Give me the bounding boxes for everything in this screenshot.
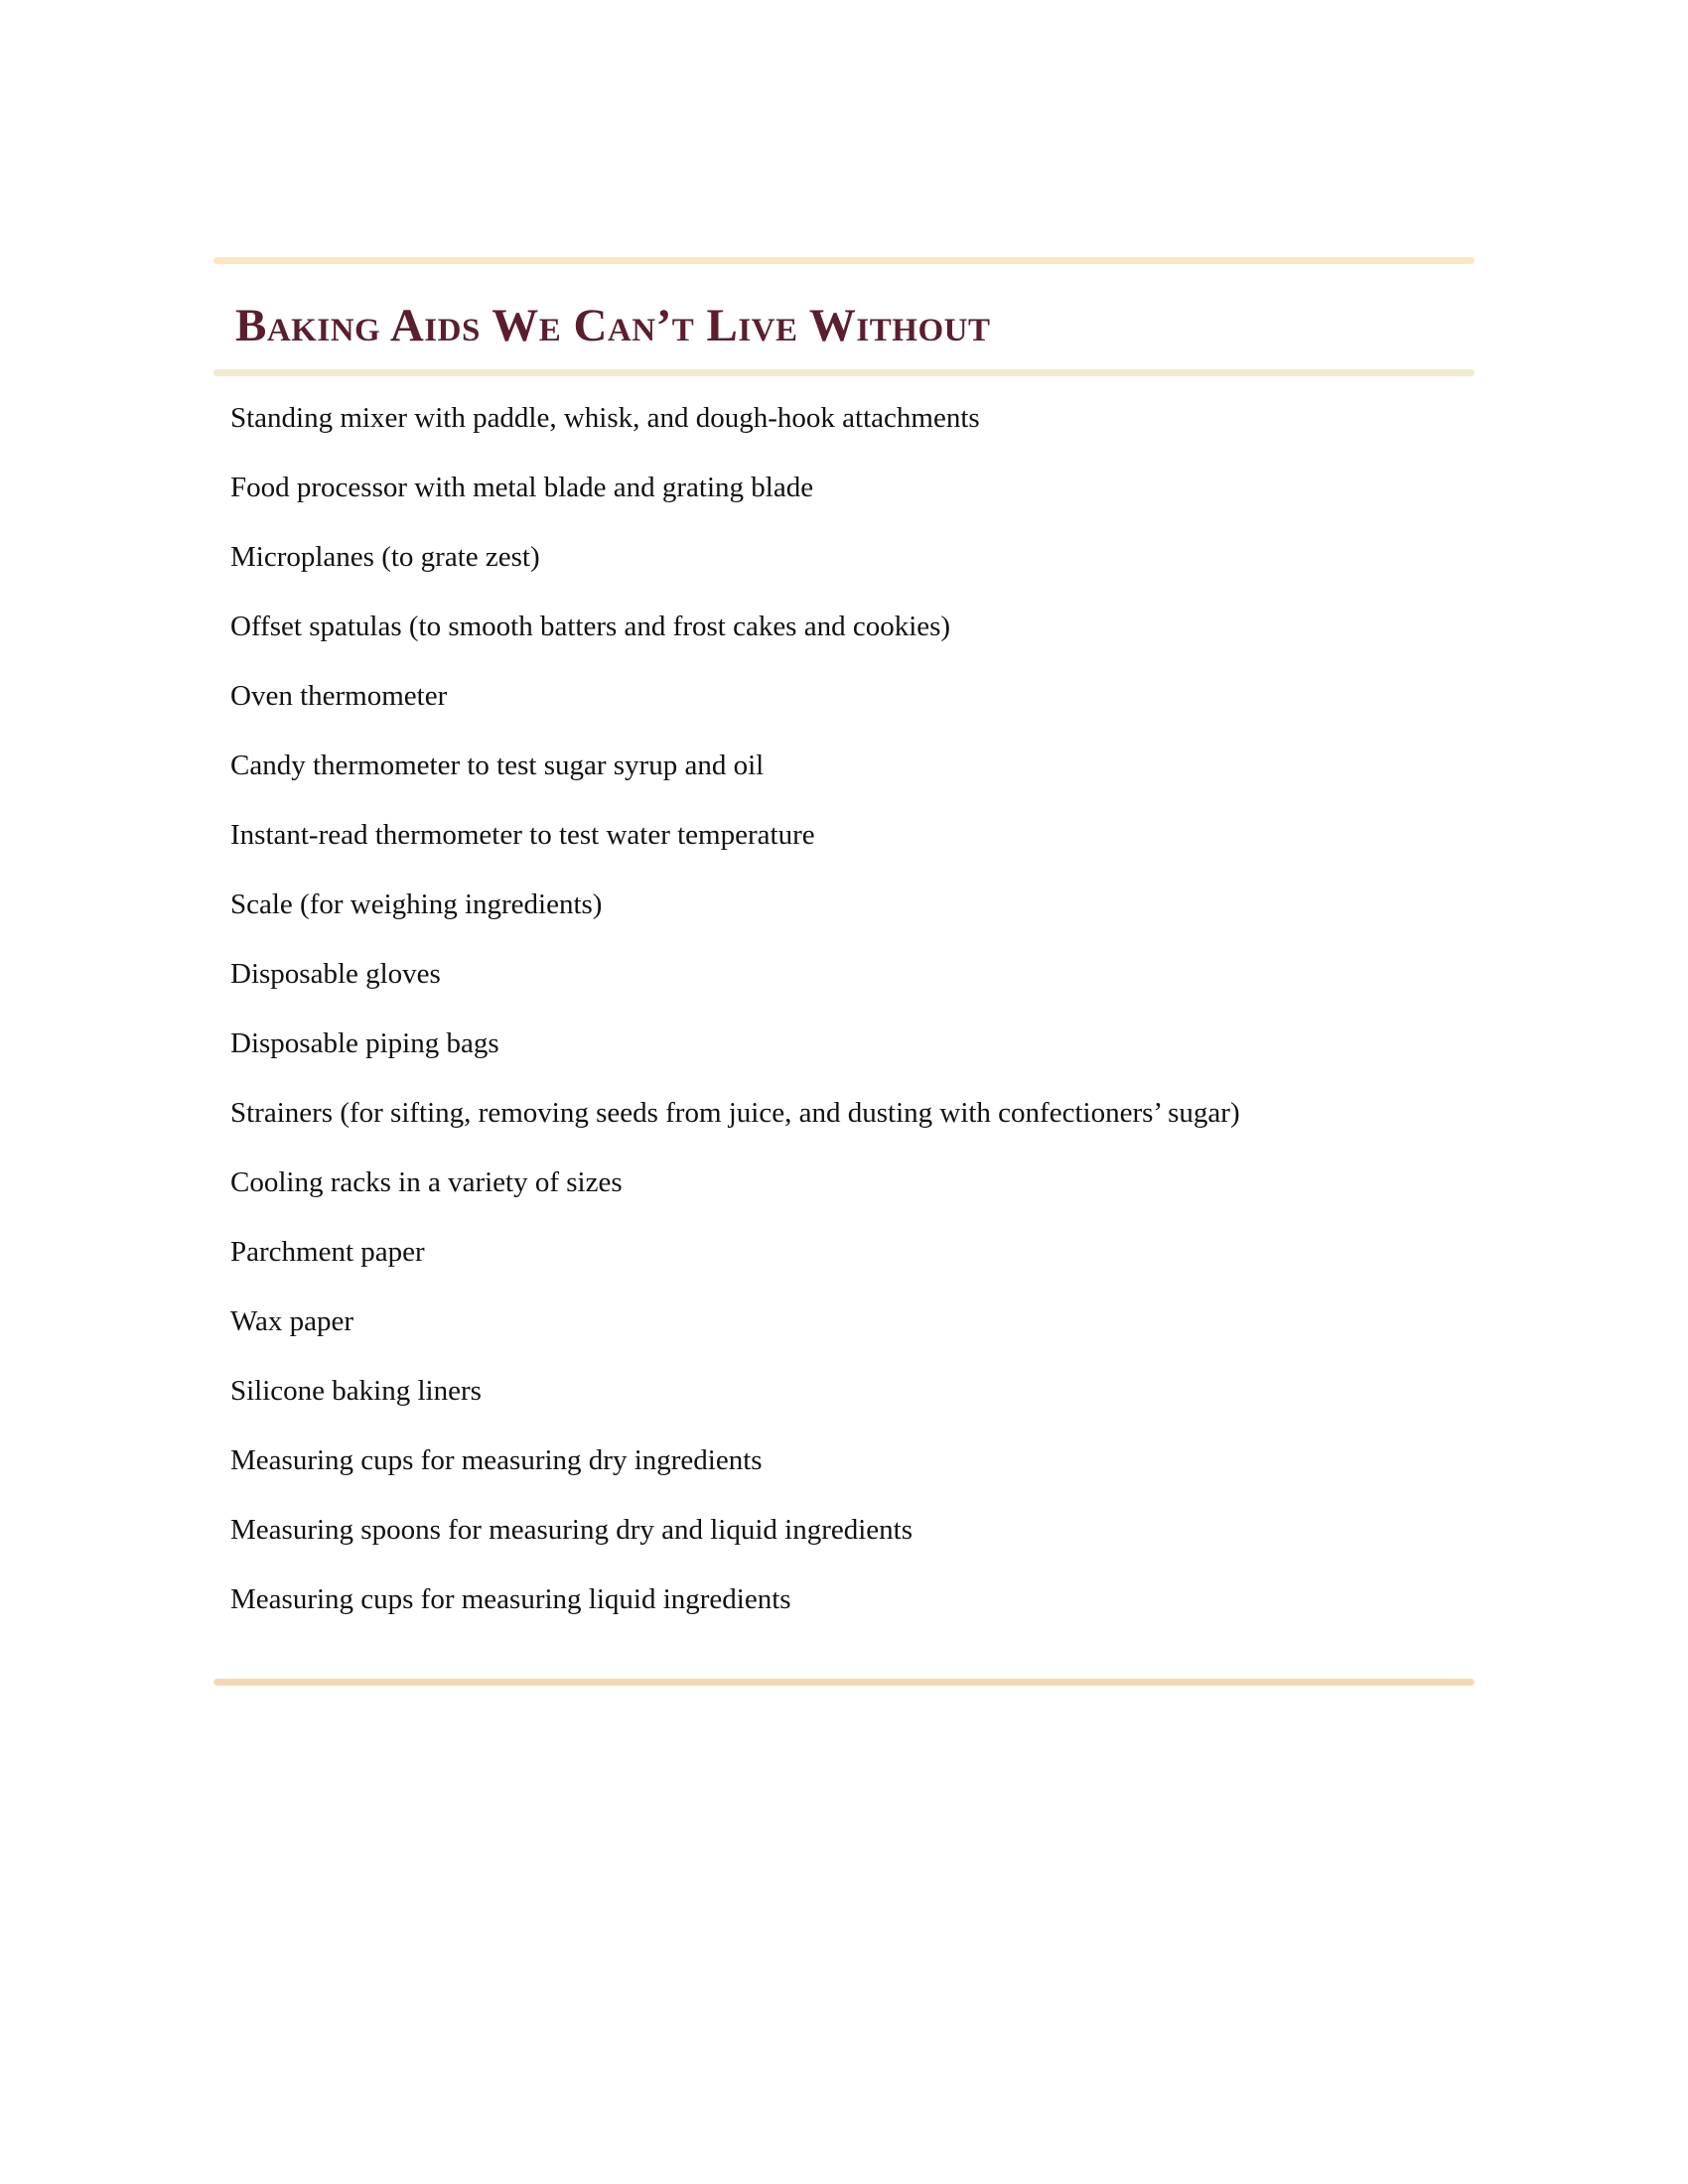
list-item: Instant-read thermometer to test water temperature bbox=[230, 819, 815, 851]
list-item: Parchment paper bbox=[230, 1236, 425, 1268]
list-item: Scale (for weighing ingredients) bbox=[230, 888, 603, 920]
top-rule bbox=[213, 257, 1475, 264]
list-item: Food processor with metal blade and grating blade bbox=[230, 472, 814, 503]
list-item: Strainers (for sifting, removing seeds from juice, and dusting with confectioners’ sugar) bbox=[230, 1097, 1240, 1129]
list-item: Offset spatulas (to smooth batters and frost cakes and cookies) bbox=[230, 611, 951, 642]
bottom-rule bbox=[213, 1679, 1475, 1686]
list-item: Measuring cups for measuring liquid ingredients bbox=[230, 1583, 791, 1615]
list-item: Wax paper bbox=[230, 1305, 354, 1337]
sidebar-title: Baking Aids We Can’t Live Without bbox=[235, 300, 991, 351]
list-item: Measuring spoons for measuring dry and liquid ingredients bbox=[230, 1514, 914, 1546]
list-item: Cooling racks in a variety of sizes bbox=[230, 1166, 623, 1198]
list-item: Disposable gloves bbox=[230, 958, 441, 990]
list-item: Standing mixer with paddle, whisk, and dough-hook attachments bbox=[230, 402, 980, 434]
list-item: Measuring cups for measuring dry ingredients bbox=[230, 1444, 763, 1476]
title-rule bbox=[213, 369, 1475, 376]
equipment-list bbox=[213, 376, 1475, 1679]
list-item: Microplanes (to grate zest) bbox=[230, 541, 540, 573]
list-item: Oven thermometer bbox=[230, 680, 448, 712]
list-item: Candy thermometer to test sugar syrup and oil bbox=[230, 750, 765, 781]
sidebar-box bbox=[213, 257, 1475, 1686]
list-item: Disposable piping bags bbox=[230, 1027, 499, 1059]
list-item: Silicone baking liners bbox=[230, 1375, 482, 1407]
